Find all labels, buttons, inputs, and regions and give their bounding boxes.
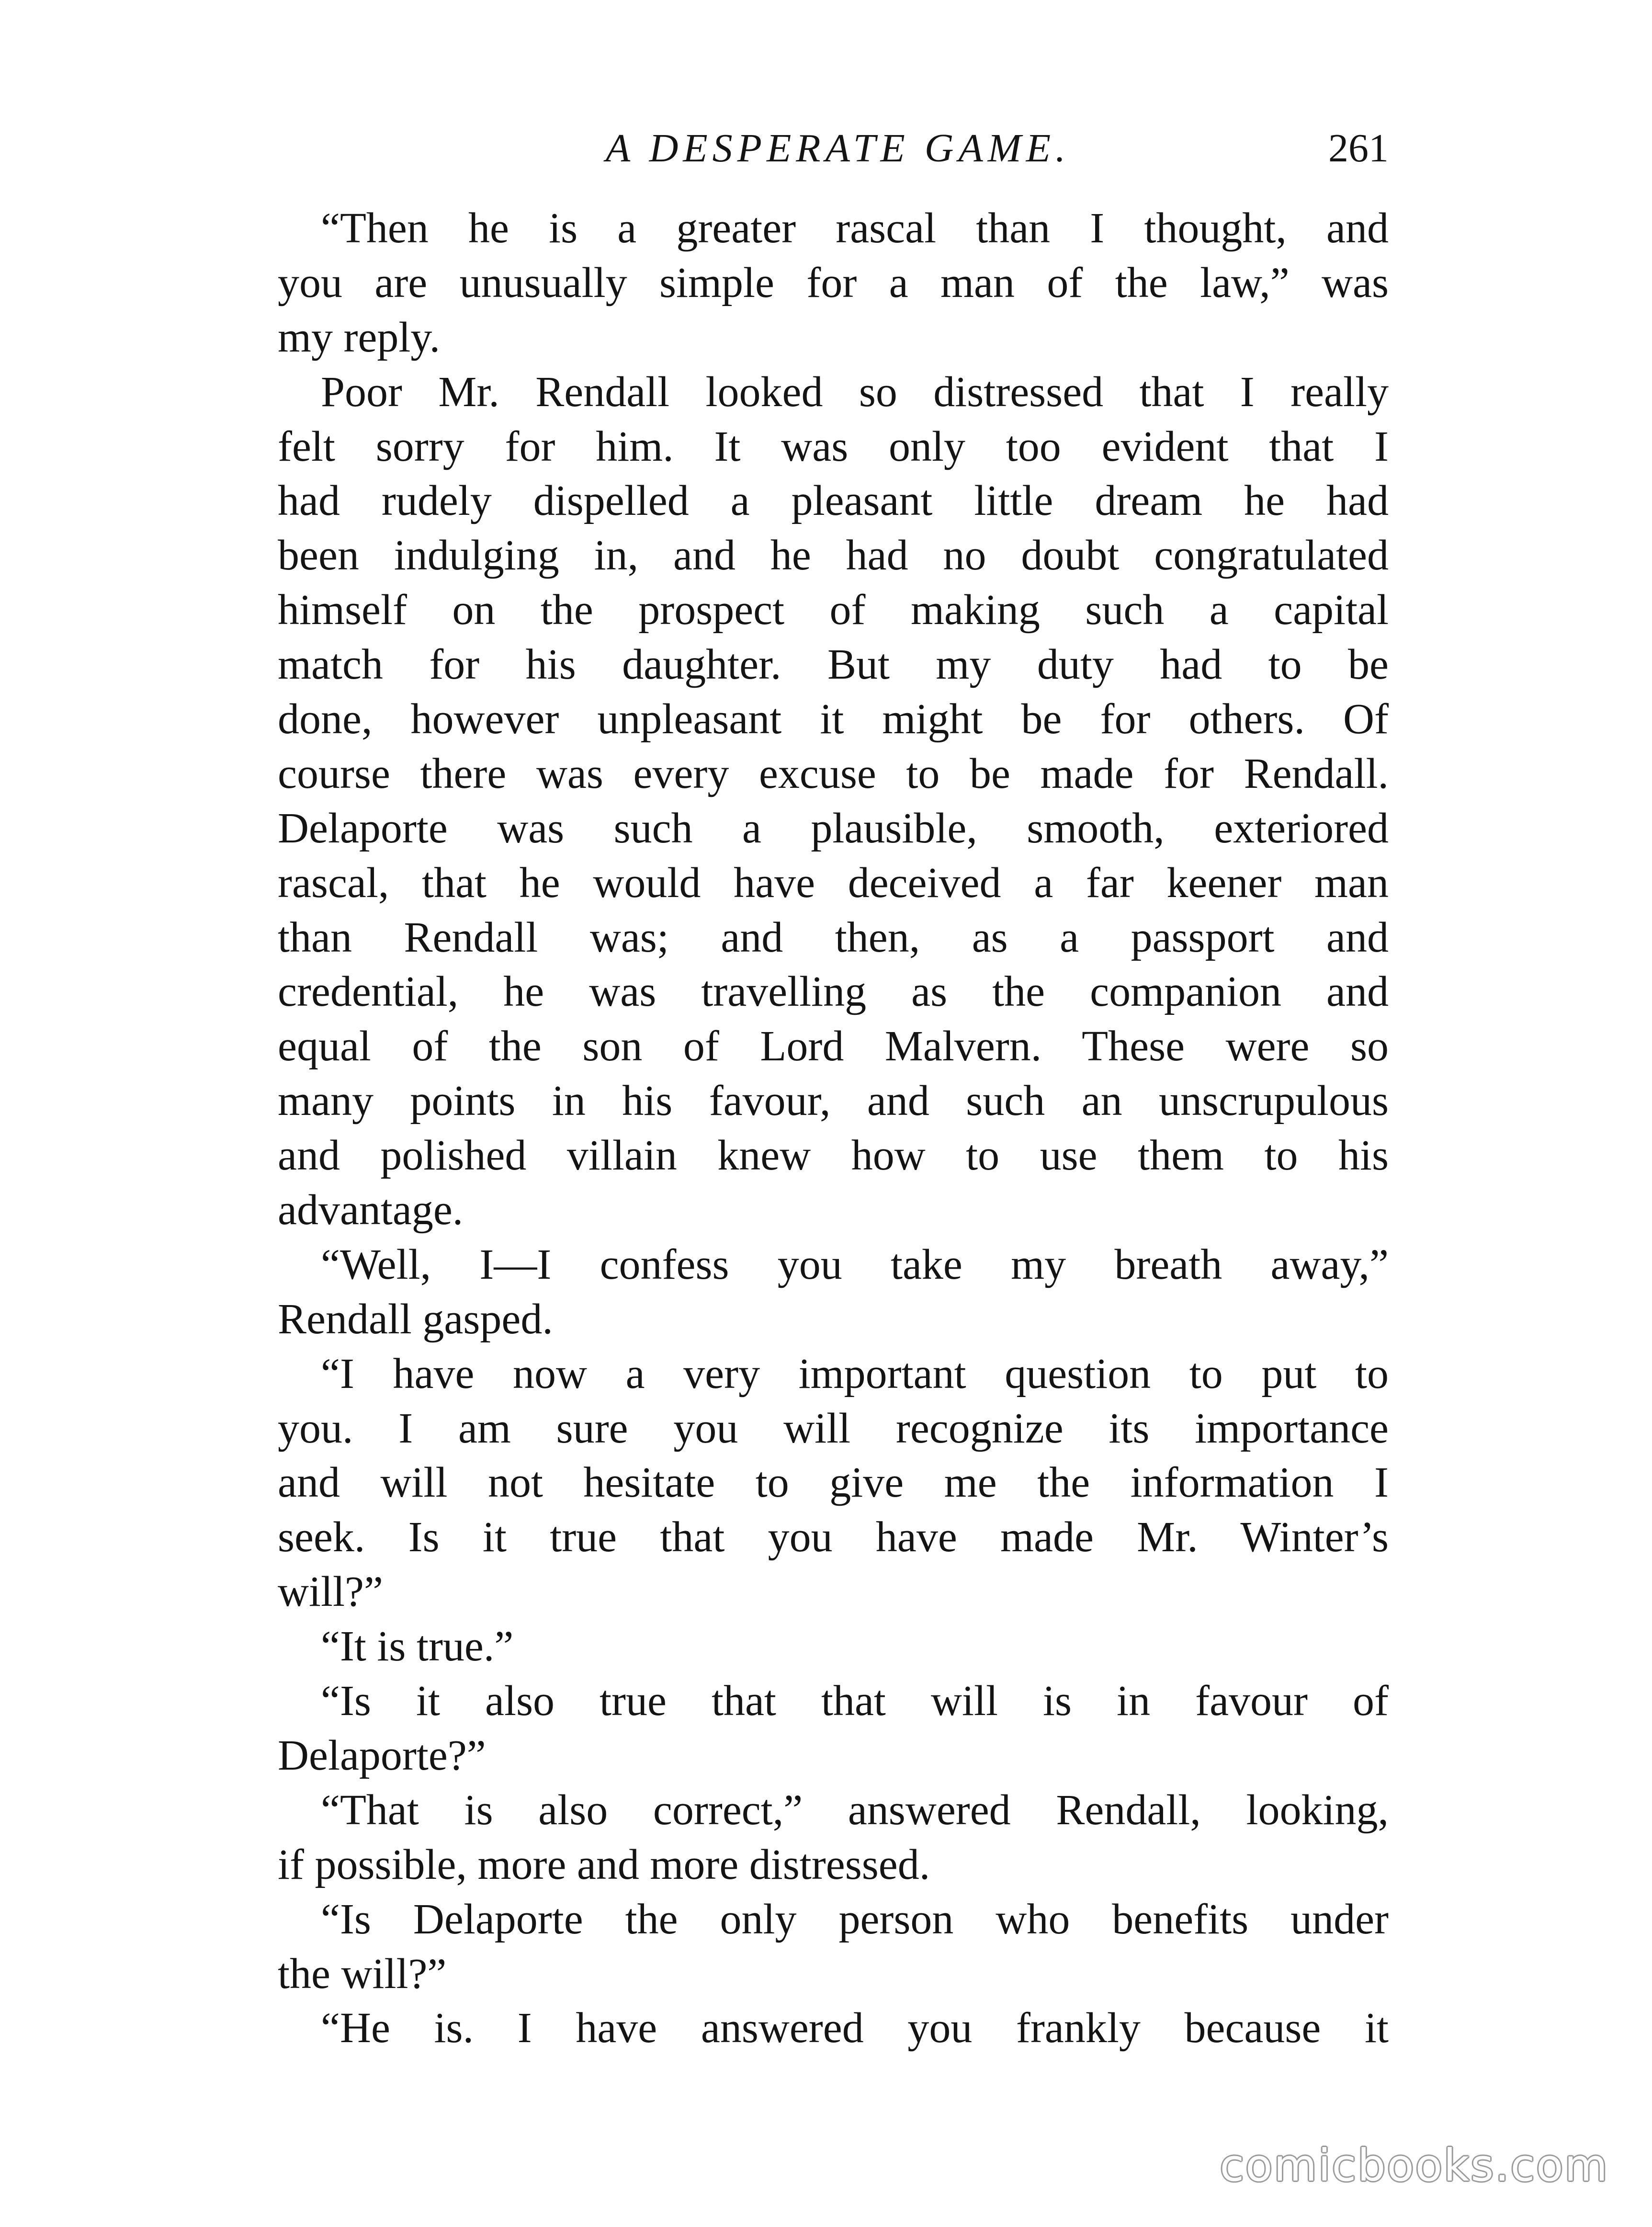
text-line: “Is Delaporte the only person who benefits under — [321, 1895, 1389, 1943]
text-line: many points in his favour, and such an unscrupulous — [278, 1077, 1389, 1125]
text-line: will?” — [278, 1568, 383, 1616]
text-line: “It is true.” — [321, 1623, 514, 1670]
text-line: if possible, more and more distressed. — [278, 1841, 930, 1888]
text-line: equal of the son of Lord Malvern. These were so — [278, 1023, 1389, 1070]
text-line: done, however unpleasant it might be for others. Of — [278, 695, 1389, 743]
text-line: match for his daughter. But my duty had to be — [278, 641, 1389, 689]
text-line: seek. Is it true that you have made Mr. Winter’s — [278, 1513, 1389, 1561]
text-line: credential, he was travelling as the companion and — [278, 968, 1389, 1016]
text-line: Rendall gasped. — [278, 1295, 553, 1343]
text-line: “He is. I have answered you frankly because it — [321, 2004, 1389, 2052]
text-line: my reply. — [278, 313, 441, 361]
text-line: you are unusually simple for a man of the law,” was — [278, 259, 1389, 307]
text-line: had rudely dispelled a pleasant little dream he had — [278, 477, 1389, 525]
text-line: Poor Mr. Rendall looked so distressed that I really — [321, 368, 1389, 416]
text-line: and polished villain knew how to use them to his — [278, 1132, 1389, 1180]
page-header — [287, 115, 1389, 182]
body-text — [278, 201, 1389, 2056]
text-line: “Is it also true that that will is in favour of — [321, 1677, 1389, 1725]
text-line: “That is also correct,” answered Rendall, looking, — [321, 1786, 1389, 1834]
text-line: “Then he is a greater rascal than I thought, and — [321, 205, 1389, 252]
text-line: himself on the prospect of making such a capital — [278, 586, 1389, 634]
text-line: felt sorry for him. It was only too evident that I — [278, 422, 1389, 470]
page-number: 261 — [1328, 126, 1389, 170]
text-line: than Rendall was; and then, as a passport and — [278, 913, 1389, 961]
text-line: “I have now a very important question to put to — [321, 1350, 1389, 1398]
text-line: “Well, I—I confess you take my breath away,” — [321, 1240, 1389, 1288]
text-line: been indulging in, and he had no doubt congratulated — [278, 532, 1389, 579]
text-line: rascal, that he would have deceived a far keener man — [278, 859, 1389, 907]
text-line: the will?” — [278, 1950, 447, 1998]
text-line: Delaporte was such a plausible, smooth, exteriored — [278, 804, 1389, 852]
text-line: advantage. — [278, 1186, 464, 1234]
text-line: you. I am sure you will recognize its importance — [278, 1404, 1389, 1452]
text-line: course there was every excuse to be made for Rendall. — [278, 750, 1389, 797]
text-line: Delaporte?” — [278, 1731, 486, 1779]
running-title: A DESPERATE GAME. — [605, 126, 1071, 170]
watermark: comicbooks.com — [1220, 2140, 1609, 2191]
text-line: and will not hesitate to give me the information I — [278, 1459, 1389, 1507]
